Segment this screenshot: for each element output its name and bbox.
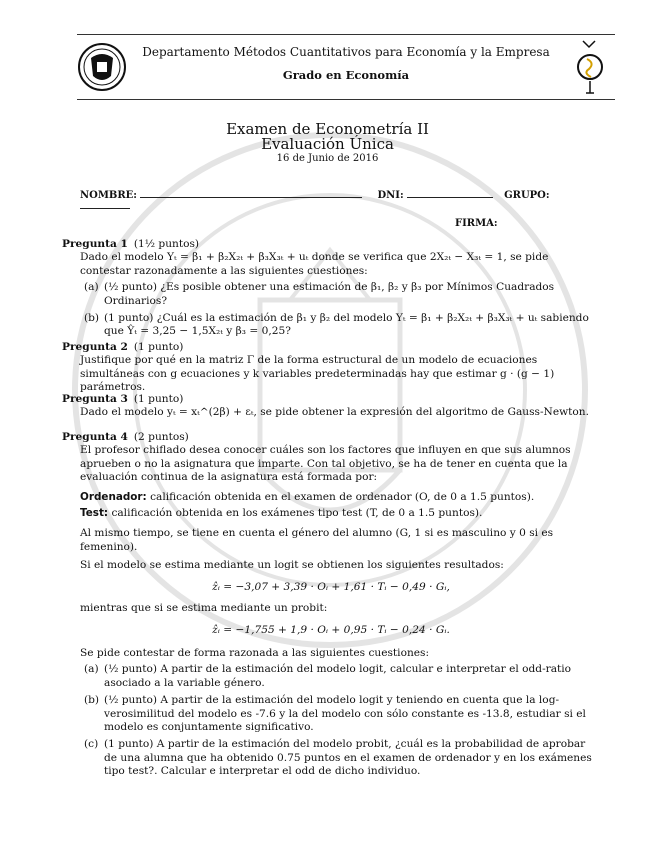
question-4a [62, 663, 600, 690]
question-4a-label: (a) [84, 663, 99, 676]
logit-intro: Si el modelo se estima mediante un logit se obtienen los siguientes resultados: [80, 559, 504, 572]
name-label: NOMBRE: [80, 190, 137, 201]
question-4-heading: Pregunta 4 [62, 431, 128, 443]
question-1 [62, 238, 600, 339]
question-1b [62, 312, 600, 339]
exam-date: 16 de Junio de 2016 [276, 153, 379, 164]
faculty-logo [575, 37, 605, 97]
question-1a-label: (a) [84, 281, 99, 294]
gender-definition: Al mismo tiempo, se tiene en cuenta el género del alumno (G, 1 si es masculino y 0 si es femenino). [80, 527, 554, 553]
question-1a [62, 281, 600, 308]
question-3-text: Dado el modelo yₜ = xₜ^(2β) + εₜ, se pide obtener la expresión del algoritmo de Gauss-Newton. [80, 406, 589, 419]
question-4a-text: (½ punto) A partir de la estimación del modelo logit, calcular e interpretar el odd-ratio asociado a la variable género. [104, 663, 572, 689]
ordenador-label: Ordenador: [80, 490, 147, 503]
logit-equation: ẑᵢ = −3,07 + 3,39 · Oᵢ + 1,61 · Tᵢ − 0,49 · Gᵢ, [212, 580, 450, 593]
exam-header [77, 34, 615, 100]
question-4-intro: El profesor chiflado desea conocer cuáles son los factores que influyen en que sus alumnos aprueben o no la asignatura que imparte. Con tal objetivo, se ha de tener en cuenta que la evaluación continua de la asignatura está formada por: [80, 444, 571, 484]
dni-field[interactable] [407, 197, 493, 198]
question-4-points: (2 puntos) [133, 431, 189, 443]
question-4-ask: Se pide contestar de forma razonada a las siguientes cuestiones: [80, 646, 430, 659]
group-field[interactable] [80, 208, 130, 209]
question-1b-label: (b) [84, 312, 100, 325]
name-field[interactable] [140, 197, 362, 198]
question-4b-text: (½ punto) A partir de la estimación del modelo logit y teniendo en cuenta que la log-verosimilitud del modelo es -7.6 y la del modelo con sólo constante es -13.8, estudiar si el modelo es conjuntamente significativo. [104, 694, 586, 733]
test-definition [62, 507, 600, 520]
question-4c-label: (c) [84, 738, 99, 751]
question-3-points: (1 punto) [133, 393, 184, 405]
question-1-heading: Pregunta 1 [62, 238, 128, 250]
student-info-fields [80, 190, 600, 212]
question-1b-text: (1 punto) ¿Cuál es la estimación de β₁ y β₂ del modelo Yₜ = β₁ + β₂X₂ₜ + β₃X₃ₜ + uₜ sabiendo que Ŷₜ = 3,25 − 1,5X₂ₜ y β₃ = 0,25? [104, 312, 589, 338]
ordenador-definition [62, 491, 600, 504]
question-3-heading: Pregunta 3 [62, 393, 128, 405]
department-name: Departamento Métodos Cuantitativos para Economía y la Empresa [142, 45, 550, 59]
question-2-text: Justifique por qué en la matriz Γ de la forma estructural de un modelo de ecuaciones simultáneas con g ecuaciones y k variables predeterminadas hay que estimar g · (g − 1) parámetros. [80, 354, 555, 394]
question-2-heading: Pregunta 2 [62, 341, 128, 353]
question-1-intro: Dado el modelo Yₜ = β₁ + β₂X₂ₜ + β₃X₃ₜ + uₜ donde se verifica que 2X₂ₜ − X₃ₜ = 1, se pide contestar razonadamente a las siguientes cuestiones: [80, 251, 549, 277]
question-4c-text: (1 punto) A partir de la estimación del modelo probit, ¿cuál es la probabilidad de aprobar de una alumna que ha obtenido 0.75 puntos en el examen de ordenador y en los exámenes tipo test?. Calcular e interpretar el odd de dicho individuo. [104, 738, 592, 778]
ordenador-text: calificación obtenida en el examen de ordenador (O, de 0 a 1.5 puntos). [150, 490, 535, 503]
exam-title: Examen de Econometría II [226, 120, 429, 138]
exam-subtitle: Evaluación Única [261, 135, 394, 153]
question-4c [62, 738, 600, 778]
group-label: GRUPO: [504, 190, 550, 201]
question-2 [62, 341, 600, 395]
signature-label: FIRMA: [455, 218, 498, 229]
question-4b-label: (b) [84, 694, 100, 707]
dni-label: DNI: [377, 190, 404, 201]
question-4 [62, 431, 600, 779]
question-4b [62, 694, 600, 734]
probit-equation: ẑᵢ = −1,755 + 1,9 · Oᵢ + 0,95 · Tᵢ − 0,24 · Gᵢ. [212, 624, 450, 637]
test-label: Test: [80, 507, 109, 520]
question-3 [62, 393, 600, 420]
question-1a-text: (½ punto) ¿Es posible obtener una estimación de β₁, β₂ y β₃ por Mínimos Cuadrados Ordinarios? [104, 281, 555, 307]
question-2-points: (1 punto) [133, 341, 184, 353]
test-text: calificación obtenida en los exámenes tipo test (T, de 0 a 1.5 puntos). [111, 507, 483, 520]
question-1-points: (1½ puntos) [133, 238, 200, 250]
probit-intro: mientras que si se estima mediante un probit: [80, 602, 328, 615]
program-name: Grado en Economía [282, 68, 410, 82]
